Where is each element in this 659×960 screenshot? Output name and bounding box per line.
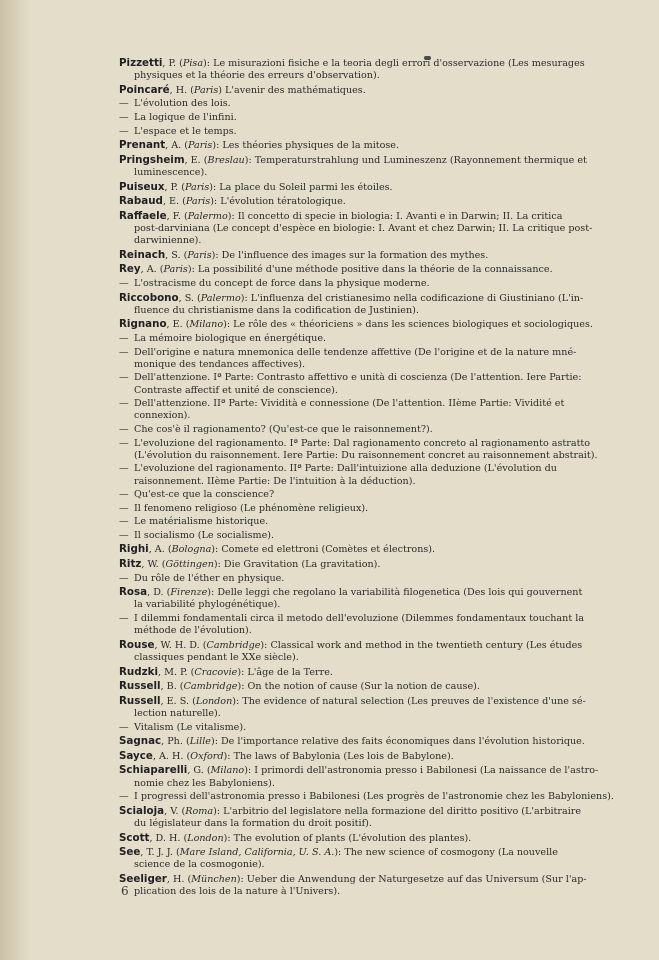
author-name: Sagnac [119, 735, 162, 748]
author-place: Palermo [187, 210, 228, 222]
author-name: Scialoja [119, 804, 165, 817]
dash-marker: — [119, 372, 129, 384]
sub-entry [119, 489, 625, 501]
author-place: Oxford [190, 750, 224, 762]
entry-title: ): Die Gravitation (La gravitation). [213, 559, 381, 571]
author-entry [119, 735, 625, 748]
author-name: Schiaparelli [119, 764, 188, 777]
entry-title: ): The evolution of plants (L'évolution des plantes). [223, 832, 472, 844]
entry-title: ): De l'importance relative des faits économiques dans l'évolution historique. [210, 736, 585, 748]
author-name: Scott [119, 831, 150, 844]
entry-title: ): L'arbitrio del legislatore nella formazione del diritto positivo (L'arbitraire [213, 805, 582, 817]
sub-entry-title: Le matérialisme historique. [134, 516, 269, 528]
entry-title: ): I primordi dell'astronomia presso i Babilonesi (La naissance de l'astro- [244, 765, 599, 777]
dash-marker: — [119, 516, 129, 528]
entry-title: ): L'influenza del cristianesimo nella codificazione di Giustiniano (L'in- [240, 292, 584, 304]
page-edge-shadow [0, 0, 30, 960]
author-initials: , S. ( [178, 292, 201, 304]
author-initials: , A. ( [148, 544, 172, 556]
entry-title: ): The laws of Babylonia (Les lois de Babylone). [223, 750, 454, 762]
author-initials: , W. ( [141, 559, 166, 571]
sub-entry-title: Vitalism (Le vitalisme). [134, 721, 247, 733]
entry-title: ): Temperaturstrahlung und Lumineszenz (Rayonnement thermique et [244, 154, 587, 166]
author-entry [119, 586, 625, 611]
author-initials: , E. ( [162, 196, 186, 208]
author-place: Lille [189, 736, 211, 748]
index-list [119, 57, 625, 900]
dash-marker: — [119, 572, 129, 584]
dash-marker: — [119, 437, 129, 449]
sub-entry-title: L'espace et le temps. [134, 125, 237, 137]
author-place: Mare Island, California, U. S. A. [179, 847, 335, 859]
continuation-line: plication des lois de la nature à l'Univers). [134, 886, 341, 898]
sub-entry [119, 424, 625, 436]
author-initials: , F. ( [166, 210, 188, 222]
continuation-line: monique des tendances affectives). [134, 358, 306, 370]
entry-title: ): Delle leggi che regolano la variabilità filogenetica (Des lois qui gouvernent [207, 587, 583, 599]
author-entry [119, 292, 625, 317]
author-entry [119, 639, 625, 664]
sub-entry [119, 398, 625, 422]
author-name: Ritz [119, 558, 142, 571]
continuation-line: (L'évolution du raisonnement. Iere Partie: Du raisonnement concret au raisonnement abstrait). [134, 449, 598, 461]
sub-entry [119, 573, 625, 585]
author-entry [119, 750, 625, 763]
sub-entry [119, 278, 625, 290]
author-entry [119, 318, 625, 331]
author-initials: , P. ( [162, 58, 183, 69]
continuation-line: post-darviniana (Le concept d'espèce en biologie: I. Avant et chez Darwin; II. La critique post-darwinienne). [134, 222, 593, 247]
continuation-line: physiques et la théorie des erreurs d'observation). [134, 70, 380, 82]
entry-title: ): Les théories physiques de la mitose. [212, 140, 400, 152]
dash-marker: — [119, 332, 129, 344]
sub-entry [119, 613, 625, 637]
sub-entry [119, 503, 625, 515]
sub-entry [119, 516, 625, 528]
dash-marker: — [119, 489, 129, 501]
author-initials: , E. S. ( [160, 695, 196, 707]
entry-title: ): Il concetto di specie in biologia: I. Avanti e in Darwin; II. La critica [227, 210, 563, 222]
author-name: Russell [119, 680, 161, 693]
dash-marker: — [119, 721, 129, 733]
dash-marker: — [119, 423, 129, 435]
author-name: Rouse [119, 638, 155, 651]
continuation-line: fluence du christianisme dans la codification de Justinien). [134, 304, 419, 316]
dash-marker: — [119, 613, 129, 625]
author-name: Rey [119, 263, 141, 276]
author-entry [119, 181, 625, 194]
continuation-line: luminescence). [134, 166, 208, 178]
author-place: München [191, 873, 237, 885]
author-name: Rosa [119, 586, 148, 599]
sub-entry [119, 333, 625, 345]
author-name: Rignano [119, 318, 167, 331]
dash-marker: — [119, 125, 129, 137]
continuation-line: la variabilité phylogénétique). [134, 599, 281, 611]
dash-marker: — [119, 98, 129, 110]
sub-entry-title: La mémoire biologique en énergétique. [134, 332, 327, 344]
entry-title: ) L'avenir des mathématiques. [218, 84, 366, 96]
author-initials: , E. ( [184, 154, 208, 166]
continuation-line: méthode de l'évolution). [134, 625, 252, 637]
author-name: Pringsheim [119, 153, 185, 166]
sub-entry-title: Che cos'è il ragionamento? (Qu'est-ce que le raisonnement?). [134, 423, 433, 435]
entry-title: ): La place du Soleil parmi les étoiles. [209, 181, 393, 193]
author-name: Puiseux [119, 180, 165, 193]
author-place: Paris [184, 181, 210, 193]
author-initials: , H. ( [166, 873, 192, 885]
sub-entry [119, 372, 625, 396]
entry-title: ): De l'influence des images sur la formation des mythes. [211, 249, 489, 261]
author-name: Sayce [119, 749, 153, 762]
author-entry [119, 695, 625, 720]
author-name: Russell [119, 694, 161, 707]
author-place: Palermo [200, 292, 241, 304]
author-entry [119, 57, 625, 82]
author-entry [119, 154, 625, 179]
sub-entry [119, 98, 625, 110]
author-initials: , B. ( [160, 681, 184, 693]
author-place: Bologna [171, 544, 212, 556]
dash-marker: — [119, 398, 129, 410]
author-place: London [195, 695, 233, 707]
continuation-line: classiques pendant le XXe siècle). [134, 652, 299, 664]
entry-title: ): On the notion of cause (Sur la notion de cause). [237, 681, 480, 693]
entry-title: ): Le rôle des « théoriciens » dans les sciences biologiques et sociologiques. [223, 319, 593, 331]
author-place: Firenze [170, 587, 208, 599]
author-place: Paris [188, 140, 213, 152]
entry-title: ): Comete ed elettroni (Comètes et électrons). [211, 544, 436, 556]
author-initials: , M. P. ( [158, 666, 195, 678]
continuation-line: lection naturelle). [134, 708, 221, 720]
author-initials: , P. ( [164, 181, 185, 193]
author-name: Rudzki [119, 665, 159, 678]
continuation-line: science de la cosmogonie). [134, 859, 265, 871]
sub-entry-title: I dilemmi fondamentali circa il metodo dell'evoluzione (Dilemmes fondamentaux touchant la [134, 613, 585, 625]
entry-title: ): Classical work and method in the twentieth century (Les études [260, 639, 583, 651]
entry-title: ): The new science of cosmogony (La nouvelle [334, 847, 558, 859]
author-initials: , S. ( [165, 249, 188, 261]
author-place: Cracovie [194, 666, 238, 678]
author-entry [119, 832, 625, 845]
author-entry [119, 139, 625, 152]
sub-entry [119, 722, 625, 734]
sub-entry [119, 463, 625, 487]
author-entry [119, 805, 625, 830]
author-place: Milano [189, 319, 224, 331]
author-name: Reinach [119, 248, 166, 261]
sub-entry-title: L'evoluzione del ragionamento. Iª Parte: Dal ragionamento concreto al ragionamento astratto [134, 437, 591, 449]
entry-title: ): L'évolution tératologique. [210, 196, 346, 208]
author-initials: , Ph. ( [161, 736, 190, 748]
dash-marker: — [119, 346, 129, 358]
sub-entry-title: Qu'est-ce que la conscience? [134, 489, 275, 501]
entry-title: ): L'âge de la Terre. [237, 666, 333, 678]
sub-entry-title: Il fenomeno religioso (Le phénomène religieux). [134, 502, 369, 514]
author-initials: , V. ( [164, 805, 186, 817]
author-initials: , W. H. D. ( [154, 639, 207, 651]
dash-marker: — [119, 502, 129, 514]
author-initials: , A. ( [140, 264, 164, 276]
author-name: Poincaré [119, 83, 170, 96]
author-initials: , A. H. ( [152, 750, 191, 762]
author-place: Roma [185, 805, 214, 817]
entry-title: ): La possibilité d'une méthode positive dans la théorie de la connaissance. [187, 264, 553, 276]
sub-entry-title: L'évolution des lois. [134, 98, 231, 110]
sub-entry-title: Dell'attenzione. Iª Parte: Contrasto affettivo e unità di coscienza (De l'attention. Iere Partie: [134, 372, 582, 384]
sub-entry [119, 791, 625, 803]
author-entry [119, 846, 625, 871]
continuation-line: nomie chez les Babyloniens). [134, 777, 275, 789]
author-initials: , D. ( [147, 587, 171, 599]
author-place: Breslau [207, 154, 245, 166]
author-entry [119, 873, 625, 898]
dash-marker: — [119, 529, 129, 541]
author-entry [119, 195, 625, 208]
author-name: Prenant [119, 139, 166, 152]
sub-entry [119, 126, 625, 138]
author-entry [119, 680, 625, 693]
author-initials: , T. J. J. ( [140, 847, 180, 859]
author-place: Paris [163, 264, 188, 276]
author-entry [119, 543, 625, 556]
author-place: Paris [185, 196, 211, 208]
dash-marker: — [119, 463, 129, 475]
author-place: Cambridge [206, 639, 261, 651]
author-name: Pizzetti [119, 57, 163, 69]
page-number: 6 [121, 884, 129, 898]
author-name: See [119, 846, 141, 859]
author-place: Paris [193, 84, 219, 96]
sub-entry-title: I progressi dell'astronomia presso i Babilonesi (Les progrès de l'astronomie chez les Babyloniens). [134, 791, 614, 803]
author-entry [119, 764, 625, 789]
author-place: Milano [210, 765, 245, 777]
author-entry [119, 558, 625, 571]
author-entry [119, 666, 625, 679]
author-entry [119, 84, 625, 97]
entry-title: ): Le misurazioni fisiche e la teoria degli errori d'osservazione (Les mesurages [203, 58, 585, 69]
sub-entry-title: Dell'origine e natura mnemonica delle tendenze affettive (De l'origine et de la nature mné- [134, 346, 577, 358]
author-name: Riccobono [119, 291, 179, 304]
entry-title: ): The evidence of natural selection (Les preuves de l'existence d'une sé- [232, 695, 586, 707]
author-entry [119, 263, 625, 276]
author-place: Pisa [182, 58, 204, 69]
sub-entry [119, 530, 625, 542]
author-initials: , D. H. ( [149, 832, 188, 844]
author-name: Raffaele [119, 209, 167, 222]
author-entry [119, 249, 625, 262]
author-name: Righi [119, 543, 149, 556]
sub-entry-title: L'evoluzione del ragionamento. IIª Parte: Dall'intuizione alla deduzione (L'évolution du [134, 463, 557, 475]
author-name: Rabaud [119, 195, 163, 208]
sub-entry [119, 438, 625, 462]
sub-entry-title: Il socialismo (Le socialisme). [134, 529, 275, 541]
sub-entry-title: Du rôle de l'éther en physique. [134, 572, 285, 584]
continuation-line: Contraste affectif et unité de conscience). [134, 384, 338, 396]
continuation-line: raisonnement. IIème Partie: De l'intuition à la déduction). [134, 475, 416, 487]
author-initials: , G. ( [187, 765, 211, 777]
author-initials: , E. ( [166, 319, 190, 331]
continuation-line: connexion). [134, 410, 191, 422]
author-initials: , A. ( [165, 140, 189, 152]
author-entry [119, 210, 625, 248]
continuation-line: du législateur dans la formation du droit positif). [134, 818, 372, 829]
author-initials: , H. ( [169, 84, 194, 96]
author-place: Göttingen [165, 559, 214, 571]
dash-marker: — [119, 791, 129, 803]
dash-marker: — [119, 111, 129, 123]
entry-title: ): Ueber die Anwendung der Naturgesetze auf das Universum (Sur l'ap- [236, 873, 587, 885]
dash-marker: — [119, 277, 129, 289]
author-place: London [187, 832, 224, 844]
author-place: Paris [187, 249, 212, 261]
author-name: Seeliger [119, 872, 167, 885]
sub-entry-title: Dell'attenzione. IIª Parte: Vividità e connessione (De l'attention. IIème Partie: Vividité et [134, 398, 565, 410]
sub-entry-title: L'ostracisme du concept de force dans la physique moderne. [134, 277, 430, 289]
sub-entry [119, 112, 625, 124]
author-place: Cambridge [183, 681, 238, 693]
sub-entry-title: La logique de l'infini. [134, 111, 237, 123]
sub-entry [119, 347, 625, 371]
